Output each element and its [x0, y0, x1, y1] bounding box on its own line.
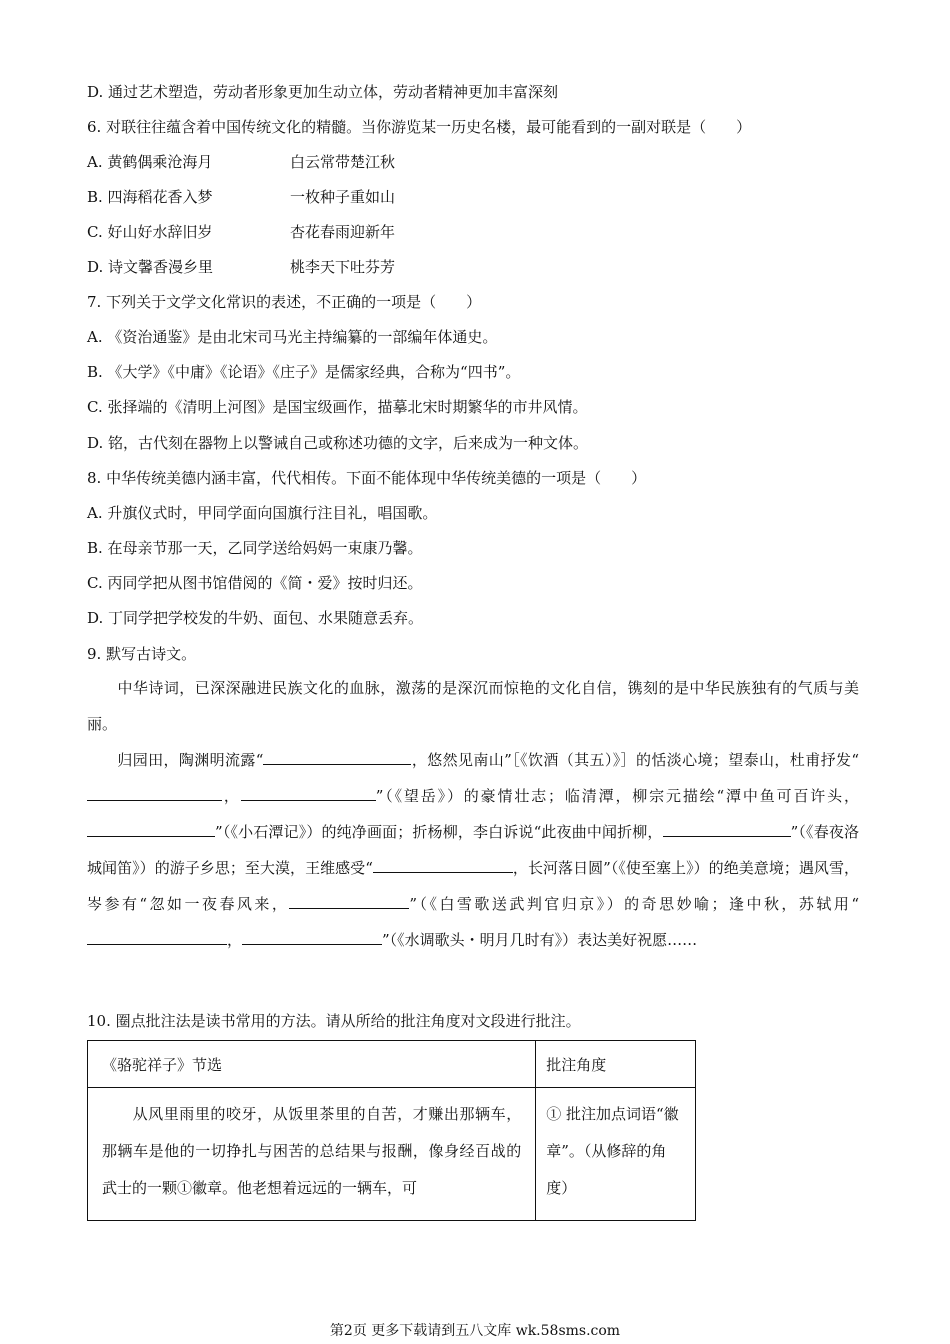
table-header-excerpt-text: 《骆驼祥子》节选 — [102, 1056, 223, 1074]
q9-text-5: ”（《小石潭记》）的纯净画面；折杨柳，李白诉说“此夜曲中闻折柳， — [215, 823, 663, 841]
q7-option-a: A. 《资治通鉴》是由北宋司马光主持编纂的一部编年体通史。 — [87, 328, 498, 346]
q6-option-a-right: 白云常带楚江秋 — [290, 153, 396, 171]
answer-blank-3[interactable] — [241, 784, 376, 801]
page-footer: 第2页 更多下载请到五八文库 wk.58sms.com — [329, 1323, 621, 1339]
table-angle-cell — [536, 1088, 696, 1221]
q6-option-a — [87, 152, 910, 172]
answer-blank-5[interactable] — [663, 820, 791, 837]
q9-text-2: ，悠然见南山”［《饮酒（其五）》］的恬淡心境；望泰山，杜甫抒发“ — [411, 751, 860, 769]
q5-option-d: D. 通过艺术塑造，劳动者形象更加生动立体，劳动者精神更加丰富深刻 — [87, 83, 559, 101]
answer-blank-2[interactable] — [87, 784, 222, 801]
q7-option-c: C. 张择端的《清明上河图》是国宝级画作，描摹北宋时期繁华的市井风情。 — [87, 398, 588, 416]
q9-stem: 9. 默写古诗文。 — [87, 645, 197, 663]
annotation-table — [87, 1040, 696, 1221]
q6-option-d — [87, 257, 910, 277]
q9-intro-text: 中华诗词，已深深融进民族文化的血脉，激荡的是深沉而惊艳的文化自信，镌刻的是中华民族独有的气质与美丽。 — [87, 679, 859, 733]
q8-option-b: B. 在母亲节那一天，乙同学送给妈妈一束康乃馨。 — [87, 539, 423, 557]
q6-option-a-left: A. 黄鹤偶乘沧海月 — [87, 153, 213, 171]
q8-stem: 8. 中华传统美德内涵丰富，代代相传。下面不能体现中华传统美德的一项是（ ） — [87, 469, 647, 487]
q6-option-b-left: B. 四海稻花香入梦 — [87, 188, 213, 206]
answer-blank-4[interactable] — [87, 820, 215, 837]
q6-stem: 6. 对联往往蕴含着中国传统文化的精髓。当你游览某一历史名楼，最可能看到的一副对联是（ ） — [87, 118, 752, 136]
answer-blank-7[interactable] — [289, 892, 409, 909]
table-excerpt-text: 从风里雨里的咬牙，从饭里茶里的自苦，才赚出那辆车，那辆车是他的一切挣扎与困苦的总结果与报酬，像身经百战的武士的一颗①徽章。他老想着远远的一辆车，可 — [102, 1105, 522, 1197]
q7-stem: 7. 下列关于文学文化常识的表述，不正确的一项是（ ） — [87, 293, 482, 311]
table-header-angle — [536, 1041, 696, 1088]
q9-text-10: ”（《水调歌头・明月几时有》）表达美好祝愿…… — [382, 931, 698, 949]
table-angle-text: ① 批注加点词语“徽章”。（从修辞的角度） — [546, 1105, 679, 1197]
q6-option-b-right: 一枚种子重如山 — [290, 188, 396, 206]
q6-option-c — [87, 222, 910, 242]
q9-dictation-paragraph — [87, 742, 859, 958]
q9-text-6: ”（《春夜洛城闻笛》）的游子乡思；至大漠，王维感受“ — [87, 823, 860, 877]
q9-intro-paragraph — [87, 670, 859, 742]
q7-option-b: B. 《大学》《中庸》《论语》《庄子》是儒家经典，合称为“四书”。 — [87, 363, 521, 381]
q6-option-d-right: 桃李天下吐芬芳 — [290, 258, 396, 276]
q9-text-9: ， — [227, 931, 243, 949]
q10-stem: 10. 圈点批注法是读书常用的方法。请从所给的批注角度对文段进行批注。 — [87, 1012, 581, 1030]
q9-text-1: 归园田，陶渊明流露“ — [117, 751, 264, 769]
q6-option-b — [87, 187, 910, 207]
q8-option-d: D. 丁同学把学校发的牛奶、面包、水果随意丢弃。 — [87, 609, 424, 627]
q6-option-c-left: C. 好山好水辞旧岁 — [87, 223, 213, 241]
table-excerpt-cell — [88, 1088, 536, 1221]
table-header-excerpt — [88, 1041, 536, 1088]
answer-blank-1[interactable] — [263, 748, 411, 765]
answer-blank-6[interactable] — [373, 856, 513, 873]
q6-option-d-left: D. 诗文馨香漫乡里 — [87, 258, 214, 276]
q7-option-d: D. 铭，古代刻在器物上以警诫自己或称述功德的文字，后来成为一种文体。 — [87, 434, 589, 452]
q8-option-c: C. 丙同学把从图书馆借阅的《简・爱》按时归还。 — [87, 574, 423, 592]
answer-blank-8[interactable] — [87, 928, 227, 945]
q9-text-4: ”（《望岳》）的豪情壮志；临清潭，柳宗元描绘“潭中鱼可百许头， — [375, 787, 859, 805]
q9-text-7: ，长河落日圆”（《使至塞上》）的绝美意境；遇风雪，岑参有“忽如一夜春风来， — [87, 859, 860, 913]
q9-text-8: ”（《白雪歌送武判官归京》）的奇思妙喻；逢中秋，苏轼用“ — [409, 895, 859, 913]
q6-option-c-right: 杏花春雨迎新年 — [290, 223, 396, 241]
table-header-angle-text: 批注角度 — [546, 1056, 607, 1074]
q9-text-3: ， — [222, 787, 241, 805]
q8-option-a: A. 升旗仪式时，甲同学面向国旗行注目礼，唱国歌。 — [87, 504, 438, 522]
answer-blank-9[interactable] — [242, 928, 382, 945]
